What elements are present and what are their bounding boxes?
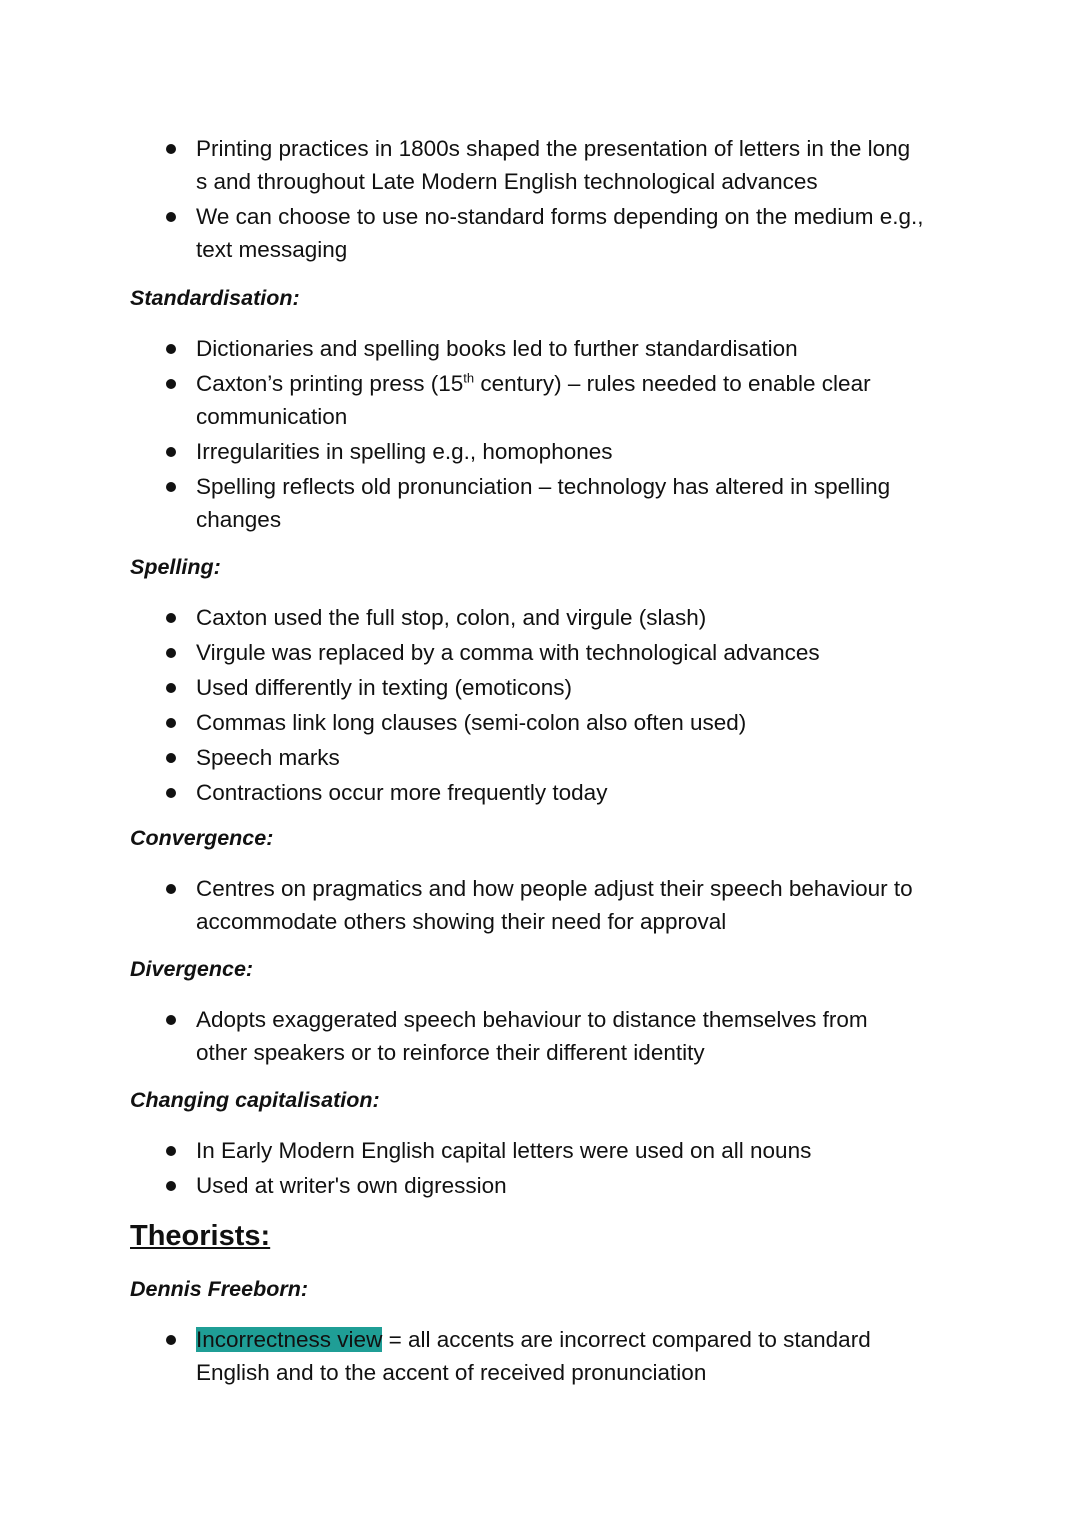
spelling-list bbox=[130, 601, 960, 809]
freeborn-list bbox=[130, 1323, 960, 1389]
freeborn-section bbox=[130, 1274, 960, 1391]
list-item: Virgule was replaced by a comma with technological advances bbox=[130, 636, 960, 669]
list-item: Irregularities in spelling e.g., homophones bbox=[130, 435, 960, 468]
list-item: Centres on pragmatics and how people adjust their speech behaviour to accommodate others showing their need for approval bbox=[130, 872, 960, 938]
capitalisation-section bbox=[130, 1085, 960, 1204]
bullet-icon bbox=[166, 1146, 176, 1156]
bullet-icon bbox=[166, 1015, 176, 1025]
list-item: Used differently in texting (emoticons) bbox=[130, 671, 960, 704]
list-item: Used at writer's own digression bbox=[130, 1169, 960, 1202]
section-heading-freeborn: Dennis Freeborn: bbox=[130, 1277, 308, 1301]
bullet-icon bbox=[166, 648, 176, 658]
highlighted-term: Incorrectness view bbox=[196, 1327, 383, 1352]
bullet-icon bbox=[166, 884, 176, 894]
convergence-section bbox=[130, 823, 960, 940]
bullet-icon bbox=[166, 482, 176, 492]
list-item: Commas link long clauses (semi-colon also often used) bbox=[130, 706, 960, 739]
bullet-icon bbox=[166, 1335, 176, 1345]
list-item: We can choose to use no-standard forms depending on the medium e.g., text messaging bbox=[130, 200, 960, 266]
list-item: Caxton used the full stop, colon, and virgule (slash) bbox=[130, 601, 960, 634]
list-item: Speech marks bbox=[130, 741, 960, 774]
capitalisation-list bbox=[130, 1134, 960, 1202]
bullet-icon bbox=[166, 718, 176, 728]
list-item: Dictionaries and spelling books led to further standardisation bbox=[130, 332, 960, 365]
list-item: Contractions occur more frequently today bbox=[130, 776, 960, 809]
bullet-icon bbox=[166, 379, 176, 389]
convergence-list bbox=[130, 872, 960, 938]
intro-section bbox=[130, 132, 960, 268]
section-heading-convergence: Convergence: bbox=[130, 826, 274, 850]
bullet-icon bbox=[166, 1181, 176, 1191]
bullet-icon bbox=[166, 144, 176, 154]
theorists-heading: Theorists: bbox=[130, 1220, 271, 1252]
bullet-icon bbox=[166, 613, 176, 623]
section-heading-capitalisation: Changing capitalisation: bbox=[130, 1088, 380, 1112]
bullet-icon bbox=[166, 788, 176, 798]
spelling-section bbox=[130, 552, 960, 811]
section-heading-divergence: Divergence: bbox=[130, 957, 254, 981]
list-item: In Early Modern English capital letters were used on all nouns bbox=[130, 1134, 960, 1167]
divergence-list bbox=[130, 1003, 960, 1069]
intro-list bbox=[130, 132, 960, 266]
section-heading-standardisation: Standardisation: bbox=[130, 286, 300, 310]
standardisation-section bbox=[130, 283, 960, 538]
bullet-icon bbox=[166, 344, 176, 354]
list-item: Adopts exaggerated speech behaviour to distance themselves from other speakers or to reinforce their different identity bbox=[130, 1003, 960, 1069]
bullet-icon bbox=[166, 683, 176, 693]
bullet-icon bbox=[166, 212, 176, 222]
standardisation-list bbox=[130, 332, 960, 536]
divergence-section bbox=[130, 954, 960, 1071]
list-item: Caxton’s printing press (15th century) – rules needed to enable clear communication bbox=[130, 367, 960, 433]
bullet-icon bbox=[166, 753, 176, 763]
bullet-icon bbox=[166, 447, 176, 457]
list-item: Spelling reflects old pronunciation – technology has altered in spelling changes bbox=[130, 470, 960, 536]
list-item: Incorrectness view = all accents are incorrect compared to standard English and to the accent of received pronunciation bbox=[130, 1323, 960, 1389]
section-heading-spelling: Spelling: bbox=[130, 555, 221, 579]
list-item: Printing practices in 1800s shaped the presentation of letters in the long s and throughout Late Modern English technological advances bbox=[130, 132, 960, 198]
